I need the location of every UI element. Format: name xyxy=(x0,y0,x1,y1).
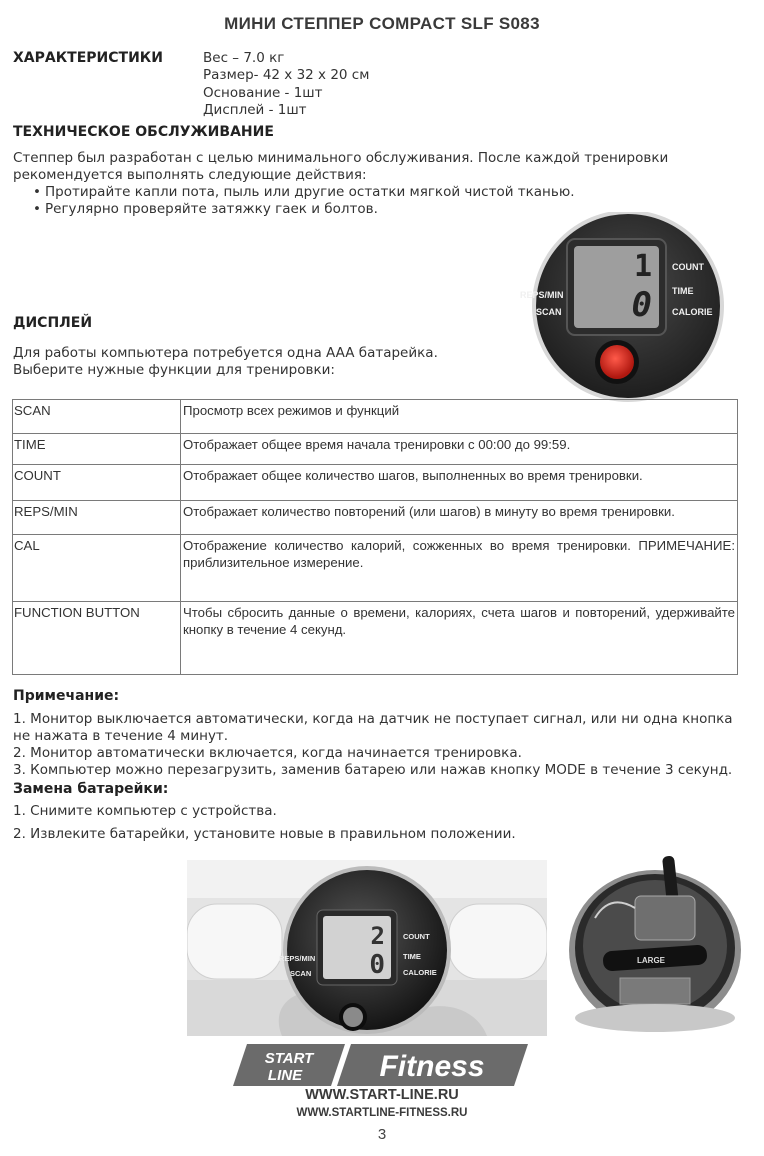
unit-reps-label: REPS/MIN xyxy=(279,954,316,963)
display-device-illustration xyxy=(512,212,744,404)
bullet-item: • Регулярно проверяйте затяжку гаек и болтов. xyxy=(33,201,575,218)
website-url: WWW.START-LINE.RU xyxy=(305,1087,459,1103)
display-heading: ДИСПЛЕЙ xyxy=(13,315,93,331)
logo-fitness-text: Fitness xyxy=(379,1050,485,1083)
maintenance-intro: Степпер был разработан с целью минимального обслуживания. После каждой тренировки рекомендуется выполнять следующие действия: xyxy=(13,150,669,183)
table-row xyxy=(13,400,738,434)
unit-lcd-top: 2 xyxy=(370,922,385,950)
unit-count-label: COUNT xyxy=(403,932,430,941)
lcd-top-digit: 1 xyxy=(633,249,652,284)
function-description: Чтобы сбросить данные о времени, калориях, счета шагов и повторений, удерживайте кнопку в течение 4 секунд. xyxy=(181,602,738,675)
function-key: FUNCTION BUTTON xyxy=(13,602,181,675)
battery-label: LARGE xyxy=(637,956,665,965)
function-description: Отображение количество калорий, сожженных во время тренировки. ПРИМЕЧАНИЕ: приблизительное измерение. xyxy=(181,535,738,602)
unit-lcd-bottom: 0 xyxy=(369,950,385,980)
logo-line-text: LINE xyxy=(267,1067,303,1084)
note-item: 1. Монитор выключается автоматически, когда на датчик не поступает сигнал, или ни одна кнопка не нажата в течение 4 минут. xyxy=(13,711,733,744)
lcd-bottom-digit: 0 xyxy=(631,285,652,325)
battery-list xyxy=(13,803,753,849)
battery-step: 1. Снимите компьютер с устройства. xyxy=(13,803,277,819)
logo-start-text: START xyxy=(264,1050,314,1067)
table-row xyxy=(13,602,738,675)
unit-calorie-label: CALORIE xyxy=(403,968,437,977)
function-description: Отображает общее время начала тренировки с 00:00 до 99:59. xyxy=(181,434,738,465)
maintenance-heading: ТЕХНИЧЕСКОЕ ОБСЛУЖИВАНИЕ xyxy=(13,124,274,140)
function-key: SCAN xyxy=(13,400,181,434)
website-url-secondary: WWW.STARTLINE-FITNESS.RU xyxy=(296,1107,468,1119)
scan-label: SCAN xyxy=(536,307,562,317)
start-line-fitness-logo xyxy=(233,1044,528,1086)
function-description: Отображает количество повторений (или шагов) в минуту во время тренировки. xyxy=(181,501,738,535)
unit-scan-label: SCAN xyxy=(290,969,312,978)
spec-item: Вес – 7.0 кг xyxy=(203,50,285,66)
note-item: 3. Компьютер можно перезагрузить, заменив батарею или нажав кнопку MODE в течение 3 секунд. xyxy=(13,762,733,778)
unit-button xyxy=(343,1007,363,1027)
page-number: 3 xyxy=(377,1126,387,1143)
bullet-item: • Протирайте капли пота, пыль или другие остатки мягкой чистой тканью. xyxy=(33,184,575,201)
function-key: REPS/MIN xyxy=(13,501,181,535)
note-item: 2. Монитор автоматически включается, когда начинается тренировка. xyxy=(13,745,522,761)
function-description: Просмотр всех режимов и функций xyxy=(181,400,738,434)
function-button[interactable] xyxy=(600,345,634,379)
table-row xyxy=(13,465,738,501)
table-row xyxy=(13,535,738,602)
spec-item: Основание - 1шт xyxy=(203,84,323,101)
notes-list xyxy=(13,711,753,779)
spec-item: Размер- 42 x 32 x 20 см xyxy=(203,67,370,84)
function-description: Отображает общее количество шагов, выполненных во время тренировки. xyxy=(181,465,738,501)
spec-item: Дисплей - 1шт xyxy=(203,101,307,118)
table-row xyxy=(13,501,738,535)
display-intro xyxy=(13,345,493,379)
display-intro-line: Для работы компьютера потребуется одна AAA батарейка. xyxy=(13,345,438,361)
battery-compartment-photo xyxy=(565,848,748,1038)
functions-table xyxy=(12,399,738,675)
count-label: COUNT xyxy=(672,262,704,272)
page-title: МИНИ СТЕППЕР COMPACT SLF S083 xyxy=(224,14,540,33)
battery-heading: Замена батарейки: xyxy=(13,781,169,797)
display-intro-line: Выберите нужные функции для тренировки: xyxy=(13,362,335,378)
notes-heading: Примечание: xyxy=(13,688,120,704)
function-key: COUNT xyxy=(13,465,181,501)
function-key: TIME xyxy=(13,434,181,465)
display-unit-photo xyxy=(187,860,547,1036)
reps-min-label: REPS/MIN xyxy=(520,290,564,300)
battery-step: 2. Извлеките батарейки, установите новые в правильном положении. xyxy=(13,826,516,842)
function-key: CAL xyxy=(13,535,181,602)
specs-heading: ХАРАКТЕРИСТИКИ xyxy=(13,50,163,66)
table-row xyxy=(13,434,738,465)
maintenance-bullets xyxy=(33,184,575,218)
calorie-label: CALORIE xyxy=(672,307,713,317)
specs-list xyxy=(203,50,369,119)
time-label: TIME xyxy=(672,286,694,296)
unit-time-label: TIME xyxy=(403,952,421,961)
